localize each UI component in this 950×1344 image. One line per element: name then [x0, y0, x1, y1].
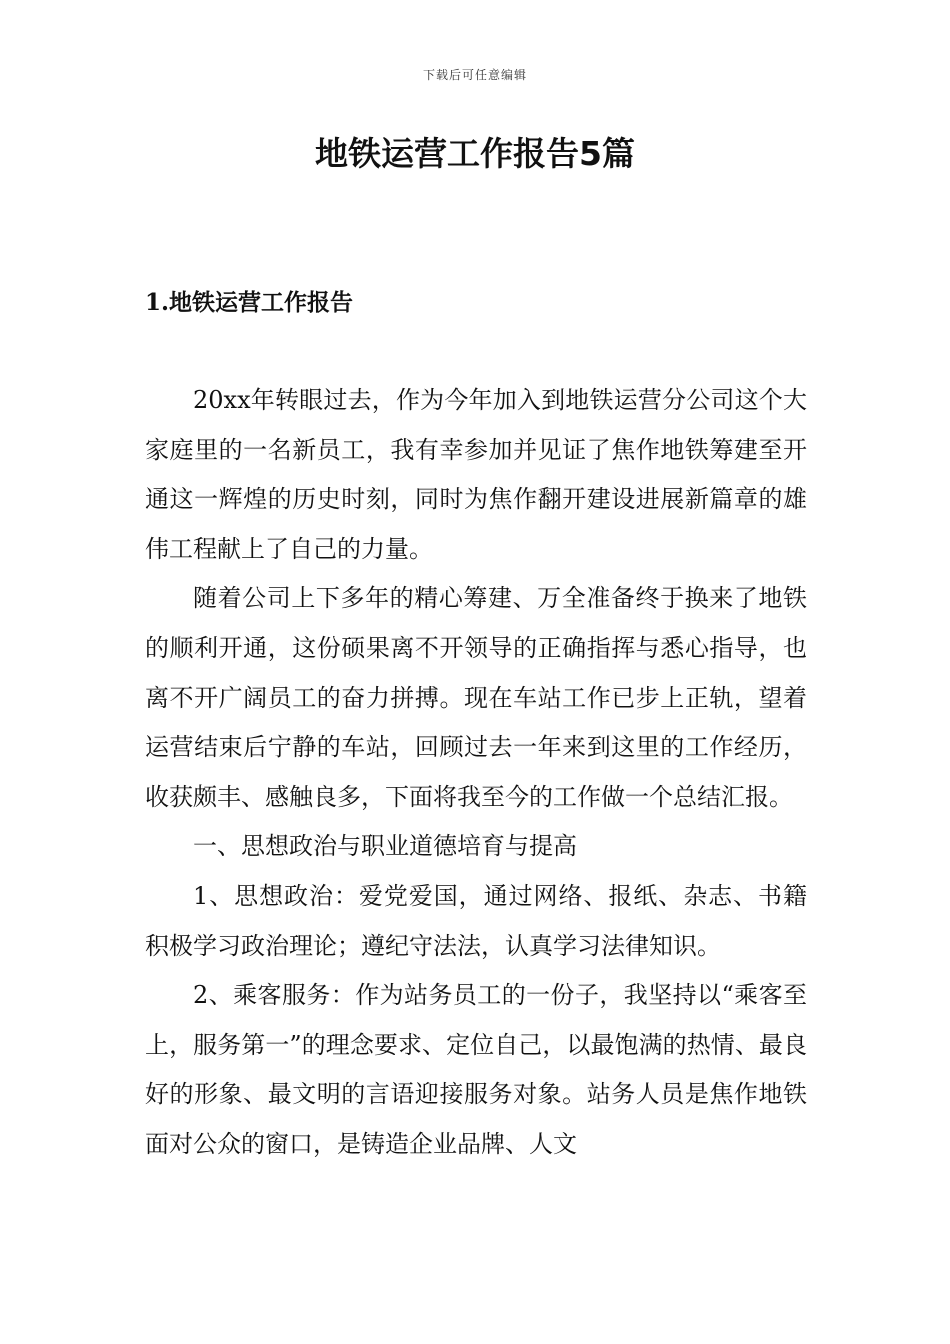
paragraph: 2、乘客服务：作为站务员工的一份子，我坚持以“乘客至上，服务第一”的理念要求、定位自己，以最饱满的热情、最良好的形象、最文明的言语迎接服务对象。站务人员是焦作地铁面对公众的窗口，是铸造企业品牌、人文	[145, 981, 807, 1158]
document-title: 地铁运营工作报告5篇	[315, 134, 635, 173]
paragraph: 一、思想政治与职业道德培育与提高	[193, 832, 577, 861]
paragraph: 1、思想政治：爱党爱国，通过网络、报纸、杂志、书籍积极学习政治理论；遵纪守法法，认真学习法律知识。	[145, 881, 807, 960]
paragraph: 20xx年转眼过去，作为今年加入到地铁运营分公司这个大家庭里的一名新员工，我有幸参加并见证了焦作地铁筹建至开通这一辉煌的历史时刻，同时为焦作翻开建设进展新篇章的雄伟工程献上了自己的力量。	[145, 386, 807, 563]
paragraph: 随着公司上下多年的精心筹建、万全准备终于换来了地铁的顺利开通，这份硕果离不开领导的正确指挥与悉心指导，也离不开广阔员工的奋力拼搏。现在车站工作已步上正轨，望着运营结束后宁静的车站，回顾过去一年来到这里的工作经历，收获颇丰、感触良多，下面将我至今的工作做一个总结汇报。	[145, 584, 807, 811]
header-note: 下载后可任意编辑	[422, 68, 527, 82]
section-heading: 1.地铁运营工作报告	[145, 289, 354, 316]
body-text	[145, 376, 807, 1170]
